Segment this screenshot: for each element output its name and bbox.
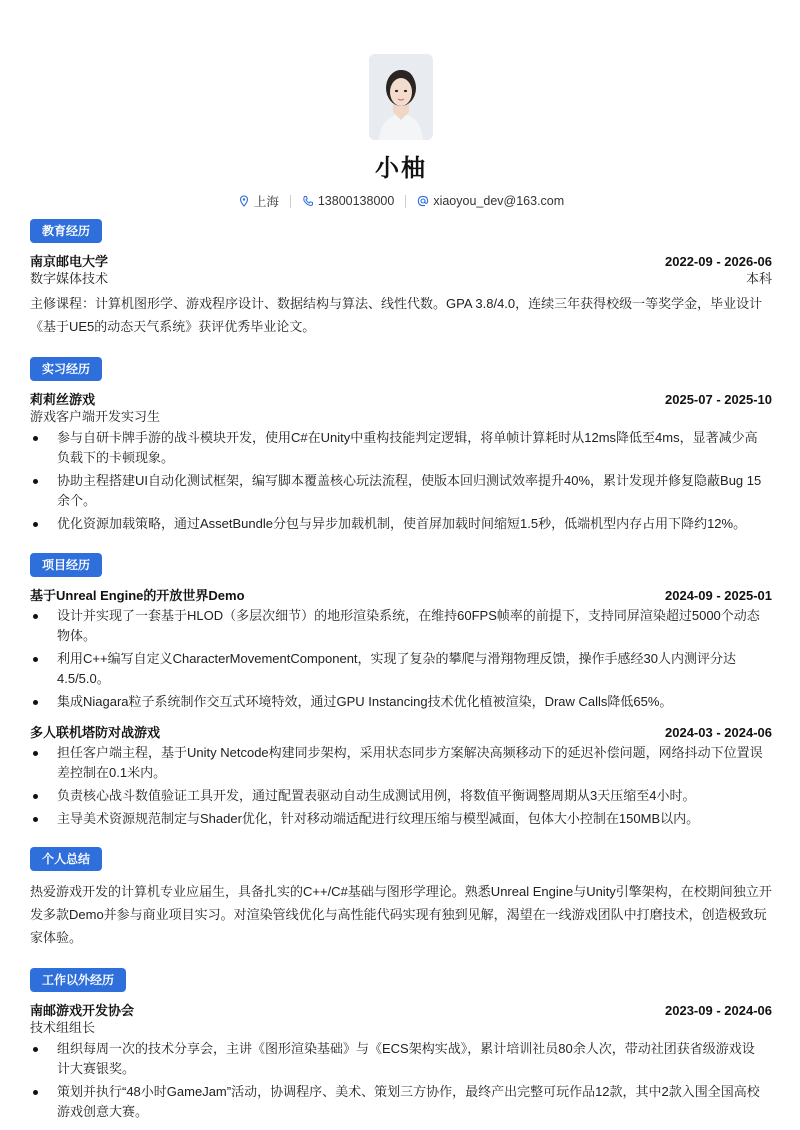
extracurricular-bullets [30, 1039, 772, 1122]
project-period: 2024-09 - 2025-01 [665, 588, 772, 603]
internship-role-row [30, 408, 772, 426]
list-item: 优化资源加载策略，通过AssetBundle分包与异步加载机制，使首屏加载时间缩短1.5秒，低端机型内存占用下降约12%。 [30, 514, 772, 534]
extracurricular-role-row [30, 1019, 772, 1037]
extracurricular-role: 技术组组长 [30, 1020, 96, 1035]
section-badge-education: 教育经历 [30, 219, 102, 243]
internship-period: 2025-07 - 2025-10 [665, 392, 772, 407]
section-badge-summary: 个人总结 [30, 847, 102, 871]
education-sub-row [30, 270, 772, 288]
education-header-row [30, 253, 772, 270]
location-text: 上海 [253, 195, 279, 209]
location-pin-icon [238, 195, 250, 207]
education-section [30, 219, 772, 338]
resume-page [30, 0, 772, 1119]
internship-section [30, 357, 772, 537]
avatar [369, 54, 433, 140]
project-name: 多人联机塔防对战游戏 [30, 725, 161, 740]
list-item: 集成Niagara粒子系统制作交互式环境特效，通过GPU Instancing技术优化植被渲染，Draw Calls降低65%。 [30, 692, 772, 712]
list-item: 主导美术资源规范制定与Shader优化，针对移动端适配进行纹理压缩与模型减面，包体大小控制在150MB以内。 [30, 809, 772, 829]
contact-phone [302, 194, 394, 208]
list-item: 协助主程搭建UI自动化测试框架，编写脚本覆盖核心玩法流程，使版本回归测试效率提升40%，累计发现并修复隐蔽Bug 15余个。 [30, 471, 772, 511]
list-item: 组织每周一次的技术分享会，主讲《图形渲染基础》与《ECS架构实战》，累计培训社员80余人次，带动社团获省级游戏设计大赛银奖。 [30, 1039, 772, 1079]
project-bullets [30, 743, 772, 829]
project-header-row [30, 724, 772, 741]
phone-text: 13800138000 [317, 194, 395, 208]
section-badge-internship: 实习经历 [30, 357, 102, 381]
contact-email[interactable] [417, 194, 564, 208]
list-item: 参与自研卡牌手游的战斗模块开发，使用C#在Unity中重构技能判定逻辑，将单帧计算耗时从12ms降低至4ms，显著减少高负载下的卡顿现象。 [30, 428, 772, 468]
education-detail: 主修课程：计算机图形学、游戏程序设计、数据结构与算法、线性代数。GPA 3.8/4.0，连续三年获得校级一等奖学金，毕业设计《基于UE5的动态天气系统》获评优秀毕业论文。 [30, 296, 763, 334]
list-item: 策划并执行“48小时GameJam”活动，协调程序、美术、策划三方协作，最终产出完整可玩作品12款，其中2款入围全国高校游戏创意大赛。 [30, 1082, 772, 1122]
summary-section [30, 847, 772, 949]
project-period: 2024-03 - 2024-06 [665, 725, 772, 740]
project-header-row [30, 587, 772, 604]
contact-divider [405, 195, 406, 208]
organization-name: 南邮游戏开发协会 [30, 1003, 135, 1018]
major: 数字媒体技术 [30, 271, 109, 286]
projects-section [30, 553, 772, 832]
school-name: 南京邮电大学 [30, 254, 109, 269]
list-item: 负责核心战斗数值验证工具开发，通过配置表驱动自动生成测试用例，将数值平衡调整周期从3天压缩至4小时。 [30, 786, 772, 806]
summary-text: 热爱游戏开发的计算机专业应届生，具备扎实的C++/C#基础与图形学理论。熟悉Unreal Engine与Unity引擎架构，在校期间独立开发多款Demo并参与商业项目实习。对渲染管线优化与高性能代码实现有独到见解，渴望在一线游戏团队中打磨技术，创造极致玩家体验。 [30, 884, 772, 945]
list-item: 设计并实现了一套基于HLOD（多层次细节）的地形渲染系统，在维持60FPS帧率的前提下，支持同屏渲染超过5000个动态物体。 [30, 606, 772, 646]
resume-header [30, 0, 772, 210]
portrait-photo [369, 54, 433, 140]
contact-divider [290, 195, 291, 208]
section-badge-projects: 项目经历 [30, 553, 102, 577]
list-item: 担任客户端主程，基于Unity Netcode构建同步架构，采用状态同步方案解决高频移动下的延迟补偿问题，网络抖动下位置误差控制在0.1米内。 [30, 743, 772, 783]
contact-bar [30, 192, 772, 210]
internship-header-row [30, 391, 772, 408]
phone-icon [302, 195, 314, 207]
list-item: 利用C++编写自定义CharacterMovementComponent，实现了复杂的攀爬与滑翔物理反馈，操作手感经30人内测评分达4.5/5.0。 [30, 649, 772, 689]
candidate-name: 小柚 [375, 155, 427, 182]
internship-bullets [30, 428, 772, 534]
extracurricular-period: 2023-09 - 2024-06 [665, 1003, 772, 1018]
education-period: 2022-09 - 2026-06 [665, 254, 772, 269]
internship-role: 游戏客户端开发实习生 [30, 409, 161, 424]
at-sign-icon [417, 195, 429, 207]
email-text[interactable]: xiaoyou_dev@163.com [433, 194, 565, 208]
extracurricular-section [30, 968, 772, 1125]
contact-location [238, 192, 279, 210]
section-badge-extracurricular: 工作以外经历 [30, 968, 126, 992]
project-name: 基于Unreal Engine的开放世界Demo [30, 588, 245, 603]
extracurricular-header-row [30, 1002, 772, 1019]
project-bullets [30, 606, 772, 712]
company-name: 莉莉丝游戏 [30, 392, 96, 407]
degree: 本科 [745, 271, 772, 286]
